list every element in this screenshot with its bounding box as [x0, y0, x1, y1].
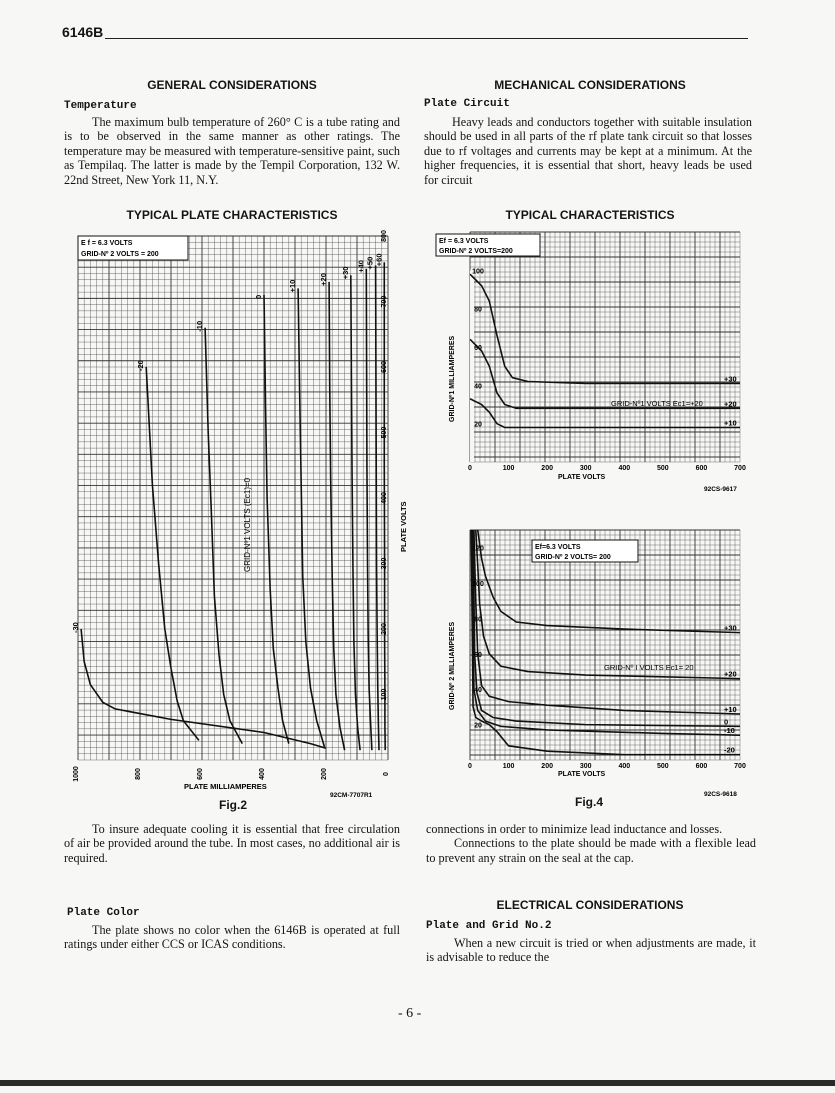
fig4-series-label-5: -20 [724, 745, 735, 755]
fig3-x-tick: 600 [695, 465, 708, 472]
fig2-x-tick: 800 [135, 768, 142, 780]
connections-paragraph [426, 822, 756, 865]
fig3-y-tick: 100 [472, 268, 484, 276]
plate-color-heading: Plate Color [67, 907, 140, 919]
fig3-labels [468, 268, 746, 472]
connections-text-2: Connections to the plate should be made with a flexible lead to prevent any strain on the seal at the cap. [426, 836, 756, 865]
general-considerations-title: GENERAL CONSIDERATIONS [147, 78, 317, 92]
fig2-caption: Fig.2 [219, 798, 248, 812]
plate-circuit-paragraph [424, 115, 752, 187]
fig4-box-line2: GRID-Nº 2 VOLTS= 200 [535, 554, 611, 561]
fig2-x-tick: 1000 [73, 766, 80, 782]
fig3-ylabel: GRID-Nº1 MILLIAMPERES [449, 335, 456, 422]
fig4-ylabel: GRID-Nº 2 MILLIAMPERES [449, 621, 456, 710]
fig3-x-tick: 0 [468, 465, 472, 472]
fig3-y-tick: 20 [474, 421, 482, 429]
fig3-y-tick: 60 [474, 345, 482, 352]
fig2-series-5 [329, 282, 345, 750]
fig2-series-4 [298, 288, 324, 747]
fig3-x-tick: 200 [541, 465, 553, 472]
plate-color-text: The plate shows no color when the 6146B is operated at full ratings under either CCS or ICAS conditions. [64, 923, 400, 952]
fig4-y-tick: 80 [474, 616, 482, 624]
fig2-series-0 [81, 629, 326, 748]
fig3-series-label-2: +10 [724, 418, 737, 428]
plate-color-paragraph [64, 923, 400, 952]
fig2-code: 92CM-7707R1 [330, 792, 373, 799]
fig2-y-tick: 700 [381, 295, 388, 308]
fig3-xlabel: PLATE VOLTS [558, 474, 606, 481]
fig4-series-label-3: 0 [724, 717, 729, 727]
fig4-y-tick: 20 [474, 722, 482, 730]
fig4-y-tick: 120 [472, 545, 484, 553]
fig4-curves [471, 530, 740, 755]
fig3-x-tick: 400 [618, 465, 631, 472]
fig2-series-7 [366, 269, 372, 750]
fig2-series-label-8: +50 [365, 256, 375, 270]
typical-characteristics-title: TYPICAL CHARACTERISTICS [505, 208, 675, 222]
fig4-box-line1: Ef=6.3 VOLTS [535, 544, 581, 551]
fig4-labels [468, 546, 746, 770]
fig2-y-tick: 100 [381, 688, 388, 701]
fig3-chart [436, 232, 756, 492]
fig3-box-line1: Ef = 6.3 VOLTS [439, 238, 489, 245]
fig2-box-line1: E f = 6.3 VOLTS [81, 240, 133, 247]
fig4-chart [436, 530, 756, 800]
fig3-code: 92CS-9617 [704, 486, 737, 493]
fig2-box-line2: GRID-Nº 2 VOLTS = 200 [81, 251, 159, 258]
fig2-series-label-9: +60 [374, 253, 384, 267]
fig4-x-tick: 500 [657, 763, 669, 770]
cooling-paragraph [64, 822, 400, 865]
fig2-y-tick: 600 [381, 361, 388, 373]
fig4-series-label-4: -10 [724, 726, 735, 736]
fig2-series-label-7: +40 [356, 260, 366, 273]
mechanical-considerations-title: MECHANICAL CONSIDERATIONS [494, 78, 686, 92]
fig4-series-label-2: +10 [724, 705, 737, 714]
fig2-y-tick: 800 [381, 230, 388, 242]
fig2-ylabel: PLATE VOLTS [399, 501, 408, 552]
fig4-x-tick: 600 [695, 763, 708, 770]
fig2-series-label-1: -20 [136, 360, 146, 371]
temperature-text: The maximum bulb temperature of 260° C is a tube rating and is to be observed in the same manner as other ratings. The temperature may be measured with temperature-sensitive paint, such as Tempilaq. The latter is made by the Tempil Corporation, 132 W. 22nd Street, New York 11, N.Y. [64, 115, 400, 187]
fig3-x-tick: 100 [502, 465, 515, 472]
fig2-series-label-4: +10 [288, 279, 298, 293]
fig4-y-tick: 100 [472, 581, 484, 589]
fig4-x-tick: 300 [579, 763, 592, 770]
fig4-x-tick: 0 [468, 763, 472, 770]
fig4-x-tick: 700 [734, 763, 746, 770]
fig2-series-label-0: -30 [71, 622, 81, 633]
fig2-series-label-3: 0 [254, 294, 263, 299]
fig3-series-label-1: +20 [724, 399, 737, 409]
electrical-text: When a new circuit is tried or when adjustments are made, it is advisable to reduce the [426, 936, 756, 965]
fig3-y-tick: 40 [474, 383, 482, 391]
fig4-y-tick: 60 [474, 651, 482, 659]
fig2-y-tick: 400 [381, 492, 388, 504]
plate-circuit-heading: Plate Circuit [424, 98, 510, 110]
fig2-xlabel: PLATE MILLIAMPERES [184, 782, 267, 791]
fig2-series-label-5: +20 [319, 273, 329, 286]
fig2-y-tick: 300 [381, 557, 388, 570]
fig2-x-tick: 400 [259, 768, 266, 780]
fig4-series-label-1: +20 [724, 669, 737, 679]
fig4-grid-label: GRID-Nº I VOLTS Ec1= 20 [604, 663, 694, 672]
bottom-edge-shadow [0, 1080, 835, 1086]
temperature-paragraph [64, 115, 400, 187]
cooling-text: To insure adequate cooling it is essential that free circulation of air be provided around the tube. In most cases, no additional air is required. [64, 822, 400, 865]
fig2-x-tick: 200 [321, 768, 328, 780]
fig2-series-label-6: +30 [340, 266, 350, 280]
fig3-x-tick: 700 [734, 465, 746, 472]
plate-grid2-heading: Plate and Grid No.2 [426, 920, 552, 932]
fig3-x-tick: 300 [579, 465, 592, 472]
fig4-x-tick: 400 [618, 763, 631, 770]
fig3-y-tick: 80 [474, 306, 482, 314]
fig2-x-tick: 600 [197, 768, 204, 780]
fig2-chart [72, 232, 412, 802]
fig3-series-label-0: +30 [724, 374, 737, 384]
page-number: - 6 - [398, 1006, 422, 1021]
fig2-grid [78, 236, 388, 760]
fig4-x-tick: 100 [502, 763, 515, 770]
fig2-series-8 [376, 265, 379, 750]
fig3-box-line2: GRID-Nº 2 VOLTS=200 [439, 248, 513, 255]
fig2-labels [71, 230, 390, 782]
fig4-series-label-0: +30 [724, 623, 737, 633]
fig2-grid-label: GRID-Nº1 VOLTS (Ec1)=0 [243, 477, 252, 572]
temperature-heading: Temperature [64, 100, 137, 112]
fig4-xlabel: PLATE VOLTS [558, 771, 606, 778]
plate-circuit-text: Heavy leads and conductors together with suitable insulation should be used in all parts of the rf plate tank circuit so that losses due to rf voltages and currents may be kept at a minimum. At the higher frequencies, it is essential that short, heavy leads be used for circuit [424, 115, 752, 187]
fig2-x-tick: 0 [383, 772, 390, 776]
tube-type-header: 6146B [62, 24, 104, 40]
fig2-series-9 [384, 262, 385, 750]
fig4-y-tick: 40 [474, 687, 482, 695]
electrical-paragraph [426, 936, 756, 965]
fig2-y-tick: 500 [381, 426, 388, 439]
fig3-grid-label: GRID-Nº1 VOLTS Ec1=+20 [611, 399, 703, 408]
fig2-series-2 [205, 328, 242, 744]
fig4-x-tick: 200 [541, 763, 553, 770]
fig4-code: 92CS-9618 [704, 791, 737, 798]
fig2-series-label-2: -10 [195, 320, 205, 332]
connections-text-1: connections in order to minimize lead inductance and losses. [426, 822, 723, 836]
fig2-y-tick: 200 [381, 623, 388, 635]
fig4-caption: Fig.4 [575, 795, 604, 809]
header-rule [105, 38, 748, 39]
electrical-considerations-title: ELECTRICAL CONSIDERATIONS [496, 898, 684, 912]
fig3-x-tick: 500 [657, 465, 669, 472]
typical-plate-characteristics-title: TYPICAL PLATE CHARACTERISTICS [126, 208, 338, 222]
